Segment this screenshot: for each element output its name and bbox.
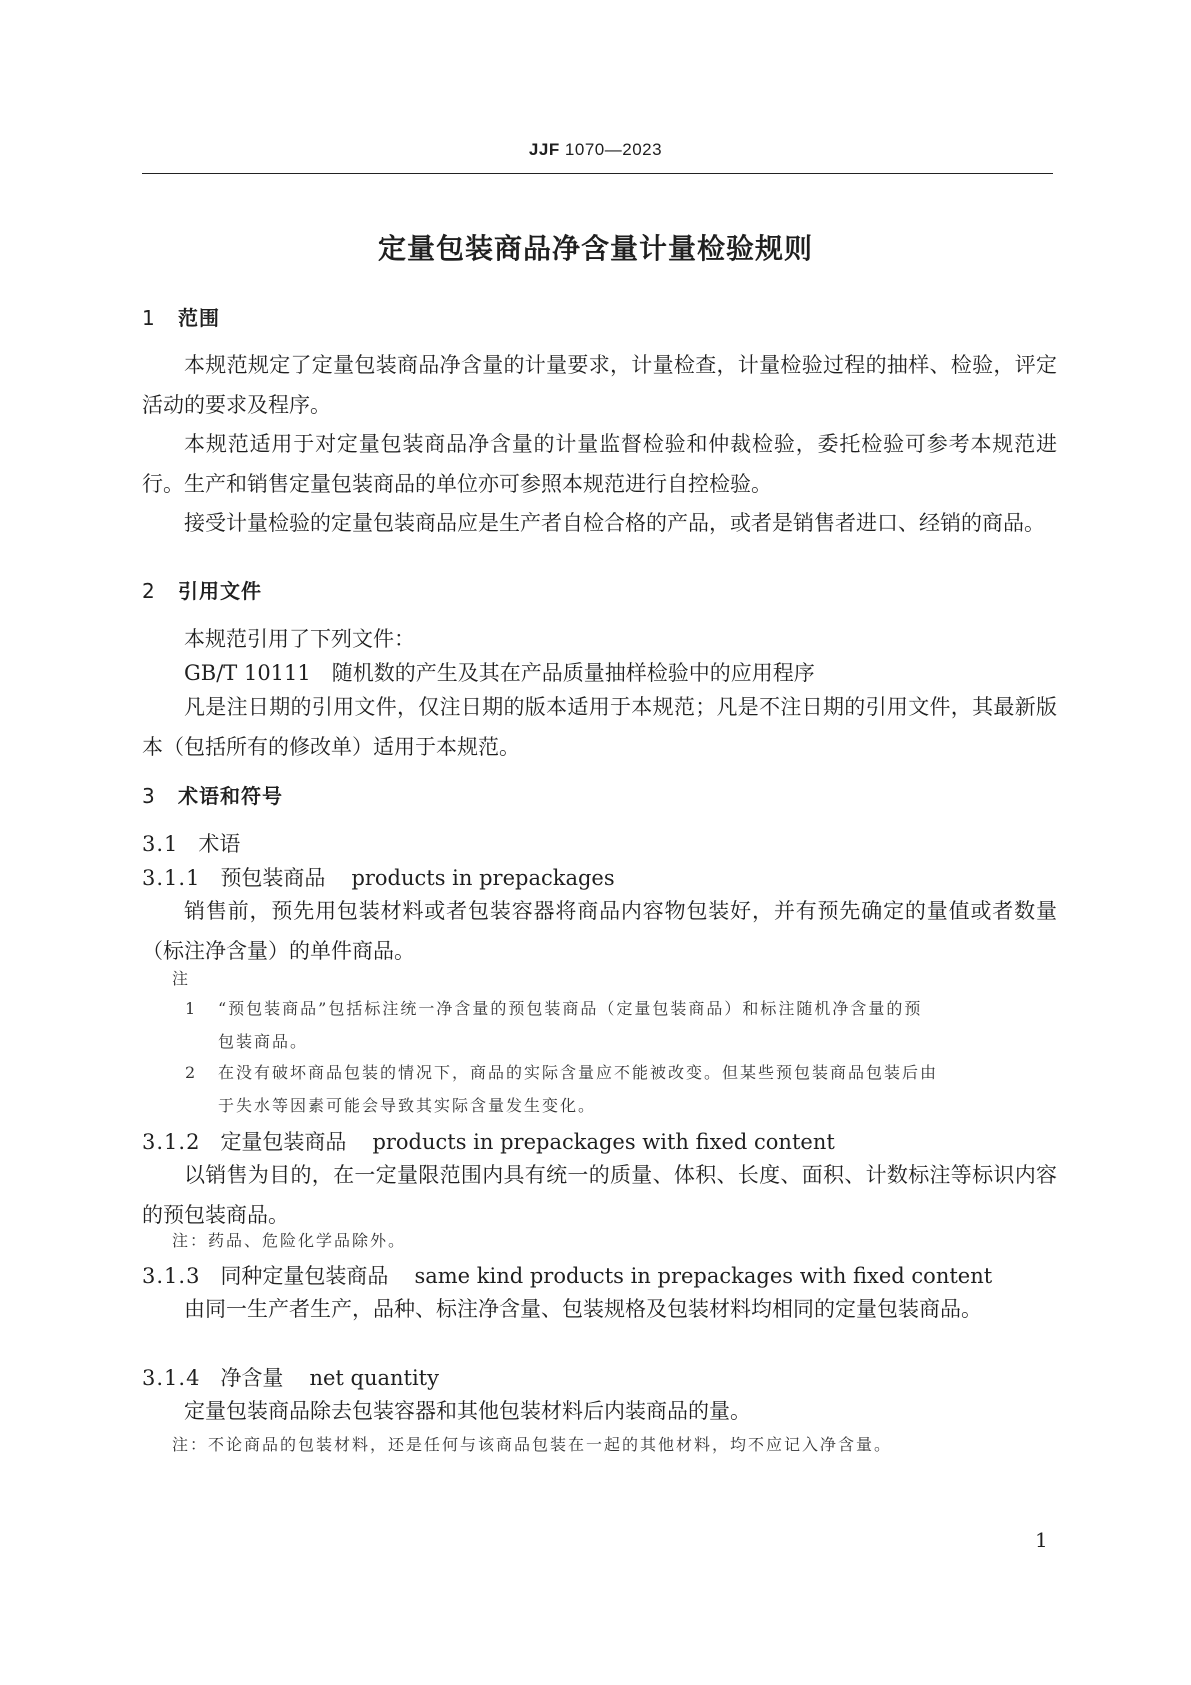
subsection-3-1 (142, 828, 240, 858)
term-en: products in prepackages (351, 866, 615, 890)
term-en: net quantity (309, 1366, 439, 1390)
term-en: products in prepackages with fixed content (372, 1130, 835, 1154)
note-text: 在没有破坏商品包装的情况下，商品的实际含量应不能被改变。但某些预包装商品包装后由 (218, 1063, 939, 1082)
term-zh: 预包装商品 (220, 866, 326, 890)
term-number: 3.1.4 (142, 1366, 201, 1390)
note-text: “预包装商品”包括标注统一净含量的预包装商品（定量包装商品）和标注随机净含量的预 (218, 999, 923, 1018)
term-zh: 净含量 (220, 1366, 284, 1390)
term-en: same kind products in prepackages with fixed content (414, 1264, 993, 1288)
term-zh: 同种定量包装商品 (220, 1264, 389, 1288)
term-3-1-1-note-2 (185, 1056, 1057, 1122)
term-3-1-4-note: 注：不论商品的包装材料，还是任何与该商品包装在一起的其他材料，均不应记入净含量。 (172, 1435, 893, 1454)
term-number: 3.1.3 (142, 1264, 201, 1288)
term-number: 3.1.2 (142, 1130, 201, 1154)
note-number: 2 (185, 1063, 198, 1082)
term-3-1-4-definition: 定量包装商品除去包装容器和其他包装材料后内装商品的量。 (184, 1399, 751, 1423)
section-title: 范围 (178, 306, 220, 330)
term-3-1-1-note-1 (185, 992, 1057, 1058)
document-title: 定量包装商品净含量计量检验规则 (377, 232, 813, 265)
page-number: 1 (1035, 1528, 1048, 1552)
term-3-1-1-note-label: 注 (172, 969, 191, 988)
section-number: 3 (142, 784, 156, 808)
term-3-1-3-definition: 由同一生产者生产，品种、标注净含量、包装规格及包装材料均相同的定量包装商品。 (184, 1297, 982, 1321)
section-1-paragraph-1: 本规范规定了定量包装商品净含量的计量要求，计量检查，计量检验过程的抽样、检验，评定活动的要求及程序。 (142, 353, 1057, 417)
section-1-heading (142, 302, 220, 331)
section-2-reference: GB/T 10111 随机数的产生及其在产品质量抽样检验中的应用程序 (184, 661, 815, 685)
standard-code-prefix: JJF (528, 140, 560, 159)
section-2-paragraph-1: 本规范引用了下列文件： (184, 627, 415, 651)
section-title: 引用文件 (178, 579, 262, 603)
section-number: 2 (142, 579, 156, 603)
section-title: 术语和符号 (178, 784, 283, 808)
header-rule (142, 173, 1053, 174)
standard-code-header (0, 140, 1191, 160)
subsection-title: 术语 (198, 832, 241, 856)
term-zh: 定量包装商品 (220, 1130, 347, 1154)
section-2-heading (142, 575, 262, 604)
note-text-continued: 包装商品。 (218, 1032, 309, 1051)
term-3-1-2-definition: 以销售为目的，在一定量限范围内具有统一的质量、体积、长度、面积、计数标注等标识内容的预包装商品。 (142, 1163, 1057, 1227)
section-1-paragraph-2: 本规范适用于对定量包装商品净含量的计量监督检验和仲裁检验，委托检验可参考本规范进行。生产和销售定量包装商品的单位亦可参照本规范进行自控检验。 (142, 432, 1057, 496)
term-3-1-1-definition: 销售前，预先用包装材料或者包装容器将商品内容物包装好，并有预先确定的量值或者数量（标注净含量）的单件商品。 (142, 899, 1057, 963)
section-3-heading (142, 780, 283, 809)
term-number: 3.1.1 (142, 866, 201, 890)
section-number: 1 (142, 306, 156, 330)
note-number: 1 (185, 999, 198, 1018)
term-3-1-4 (142, 1362, 439, 1392)
section-1-paragraph-3: 接受计量检验的定量包装商品应是生产者自检合格的产品，或者是销售者进口、经销的商品。 (184, 511, 1045, 535)
term-3-1-2-note: 注：药品、危险化学品除外。 (172, 1231, 407, 1250)
term-3-1-2 (142, 1126, 835, 1156)
standard-code-number: 1070—2023 (559, 140, 663, 159)
term-3-1-1 (142, 862, 615, 892)
note-text-continued: 于失水等因素可能会导致其实际含量发生变化。 (218, 1096, 597, 1115)
term-3-1-3 (142, 1260, 992, 1290)
section-2-paragraph-3: 凡是注日期的引用文件，仅注日期的版本适用于本规范；凡是不注日期的引用文件，其最新版本（包括所有的修改单）适用于本规范。 (142, 695, 1057, 759)
subsection-number: 3.1 (142, 832, 179, 856)
